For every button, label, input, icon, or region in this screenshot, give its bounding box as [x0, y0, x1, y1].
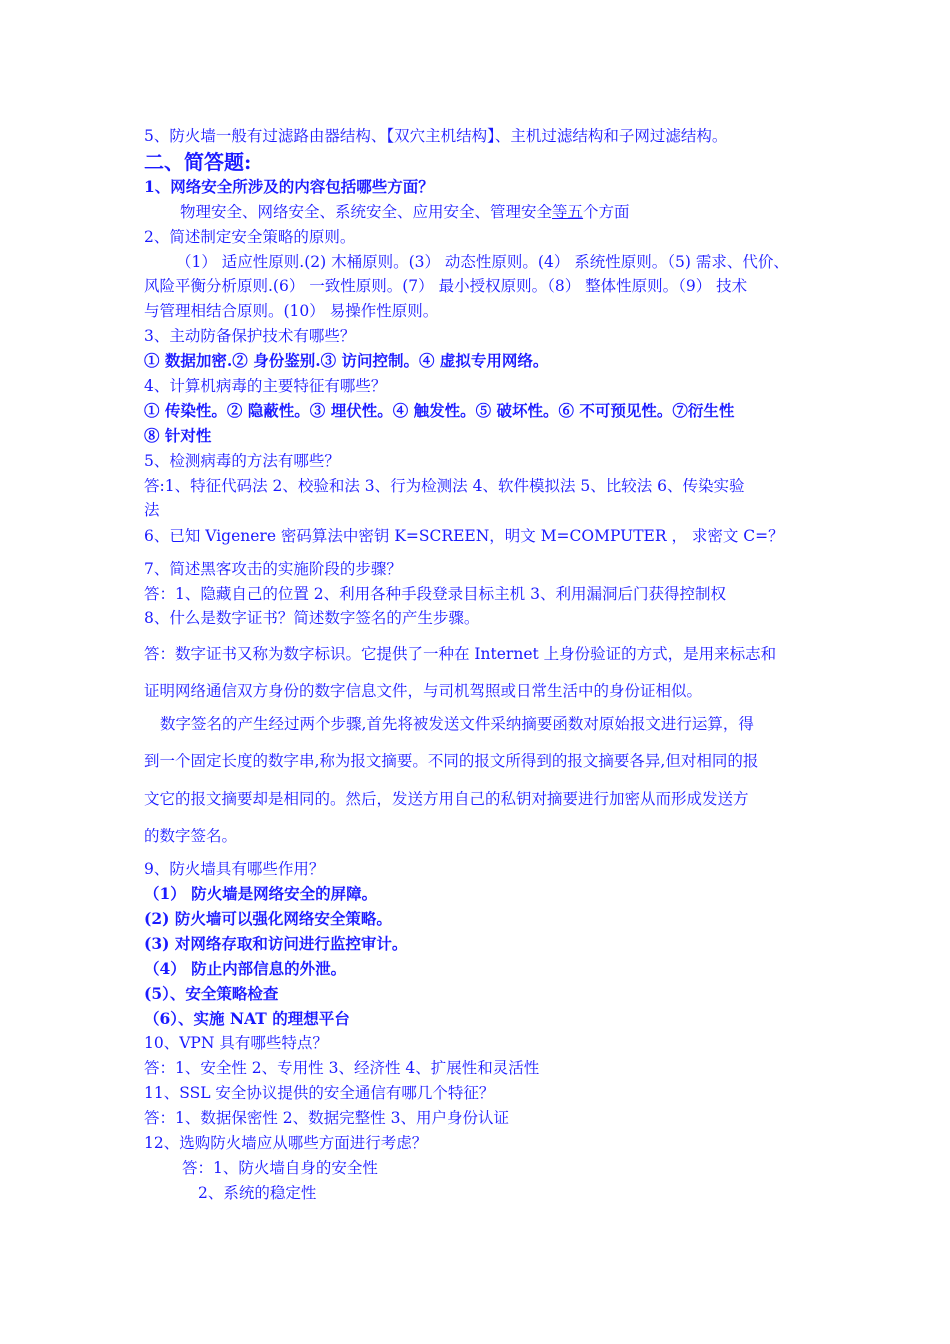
answer-1-text: 物理安全、网络安全、系统安全、应用安全、管理安全: [180, 203, 553, 221]
question-7: 7、简述黑客攻击的实施阶段的步骤？: [144, 560, 402, 578]
question-10: 10、VPN 具有哪些特点？: [144, 1034, 328, 1052]
question-1: 1、网络安全所涉及的内容包括哪些方面？: [144, 177, 434, 196]
answer-4-line-2: ⑧ 针对性: [144, 426, 212, 445]
answer-12-line-1: 答：1、防火墙自身的安全性: [182, 1159, 378, 1177]
answer-9-item-5: (5）、安全策略检查: [144, 984, 279, 1003]
answer-8-line-6: 的数字签名。: [144, 827, 238, 845]
answer-1-end: 个方面: [583, 203, 630, 221]
answer-1-underlined: 等五: [552, 203, 584, 221]
answer-8-line-5: 文它的报文摘要却是相同的。然后，发送方用自己的私钥对摘要进行加密从而形成发送方: [144, 790, 749, 808]
question-12: 12、选购防火墙应从哪些方面进行考虑？: [144, 1134, 428, 1152]
answer-7: 答：1、隐藏自己的位置 2、利用各种手段登录目标主机 3、利用漏洞后门获得控制权: [144, 585, 726, 603]
answer-2-line-2: 风险平衡分析原则.(6） 一致性原则。(7） 最小授权原则。（8） 整体性原则。（9） 技术: [144, 277, 748, 295]
answer-10: 答：1、安全性 2、专用性 3、经济性 4、扩展性和灵活性: [144, 1059, 540, 1077]
question-4: 4、计算机病毒的主要特征有哪些？: [144, 377, 387, 395]
answer-11: 答：1、数据保密性 2、数据完整性 3、用户身份认证: [144, 1109, 509, 1127]
answer-5-line-2: 法: [144, 501, 160, 519]
answer-9-item-6: （6）、实施 NAT 的理想平台: [144, 1009, 350, 1028]
answer-9-item-2: (2) 防火墙可以强化网络安全策略。: [144, 909, 392, 928]
answer-2-line-3: 与管理相结合原则。(10） 易操作性原则。: [144, 302, 439, 320]
answer-8-line-1: 答：数字证书又称为数字标识。它提供了一种在 Internet 上身份验证的方式，是用来标志和: [144, 645, 777, 663]
answer-5-line-1: 答:1、特征代码法 2、校验和法 3、行为检测法 4、软件模拟法 5、比较法 6、传染实验: [144, 477, 745, 495]
question-11: 11、SSL 安全协议提供的安全通信有哪几个特征？: [144, 1084, 495, 1102]
question-2: 2、简述制定安全策略的原则。: [144, 228, 356, 246]
answer-9-item-4: （4） 防止内部信息的外泄。: [144, 959, 347, 978]
answer-12-line-2: 2、系统的稳定性: [198, 1184, 317, 1202]
answer-1: [180, 201, 822, 223]
question-8: 8、什么是数字证书？简述数字签名的产生步骤。: [144, 609, 480, 627]
answer-8-line-4: 到一个固定长度的数字串,称为报文摘要。不同的报文所得到的报文摘要各异,但对相同的报: [144, 752, 759, 770]
question-3: 3、主动防备保护技术有哪些？: [144, 327, 356, 345]
question-6: 6、已知 Vigenere 密码算法中密钥 K=SCREEN，明文 M=COMPUTER ， 求密文 C=？: [144, 527, 784, 545]
answer-9-item-1: （1） 防火墙是网络安全的屏障。: [144, 884, 378, 903]
fill-answer-5: 5、防火墙一般有过滤路由器结构、【双穴主机结构】、主机过滤结构和子网过滤结构。: [144, 127, 728, 145]
answer-9-item-3: (3) 对网络存取和访问进行监控审计。: [144, 934, 408, 953]
question-9: 9、防火墙具有哪些作用？: [144, 860, 325, 878]
question-5: 5、检测病毒的方法有哪些？: [144, 452, 340, 470]
section-heading: 二、简答题:: [144, 150, 252, 174]
answer-2-line-1: （1） 适应性原则.(2) 木桶原则。(3） 动态性原则。(4） 系统性原则。（5) 需求、代价、: [176, 253, 789, 271]
answer-4-line-1: ① 传染性。② 隐蔽性。③ 埋伏性。④ 触发性。⑤ 破坏性。⑥ 不可预见性。⑦衍生性: [144, 401, 735, 420]
answer-3: ① 数据加密.② 身份鉴别.③ 访问控制。④ 虚拟专用网络。: [144, 351, 549, 370]
answer-8-line-3: 数字签名的产生经过两个步骤,首先将被发送文件采纳摘要函数对原始报文进行运算，得: [160, 715, 754, 733]
answer-8-line-2: 证明网络通信双方身份的数字信息文件，与司机驾照或日常生活中的身份证相似。: [144, 682, 703, 700]
